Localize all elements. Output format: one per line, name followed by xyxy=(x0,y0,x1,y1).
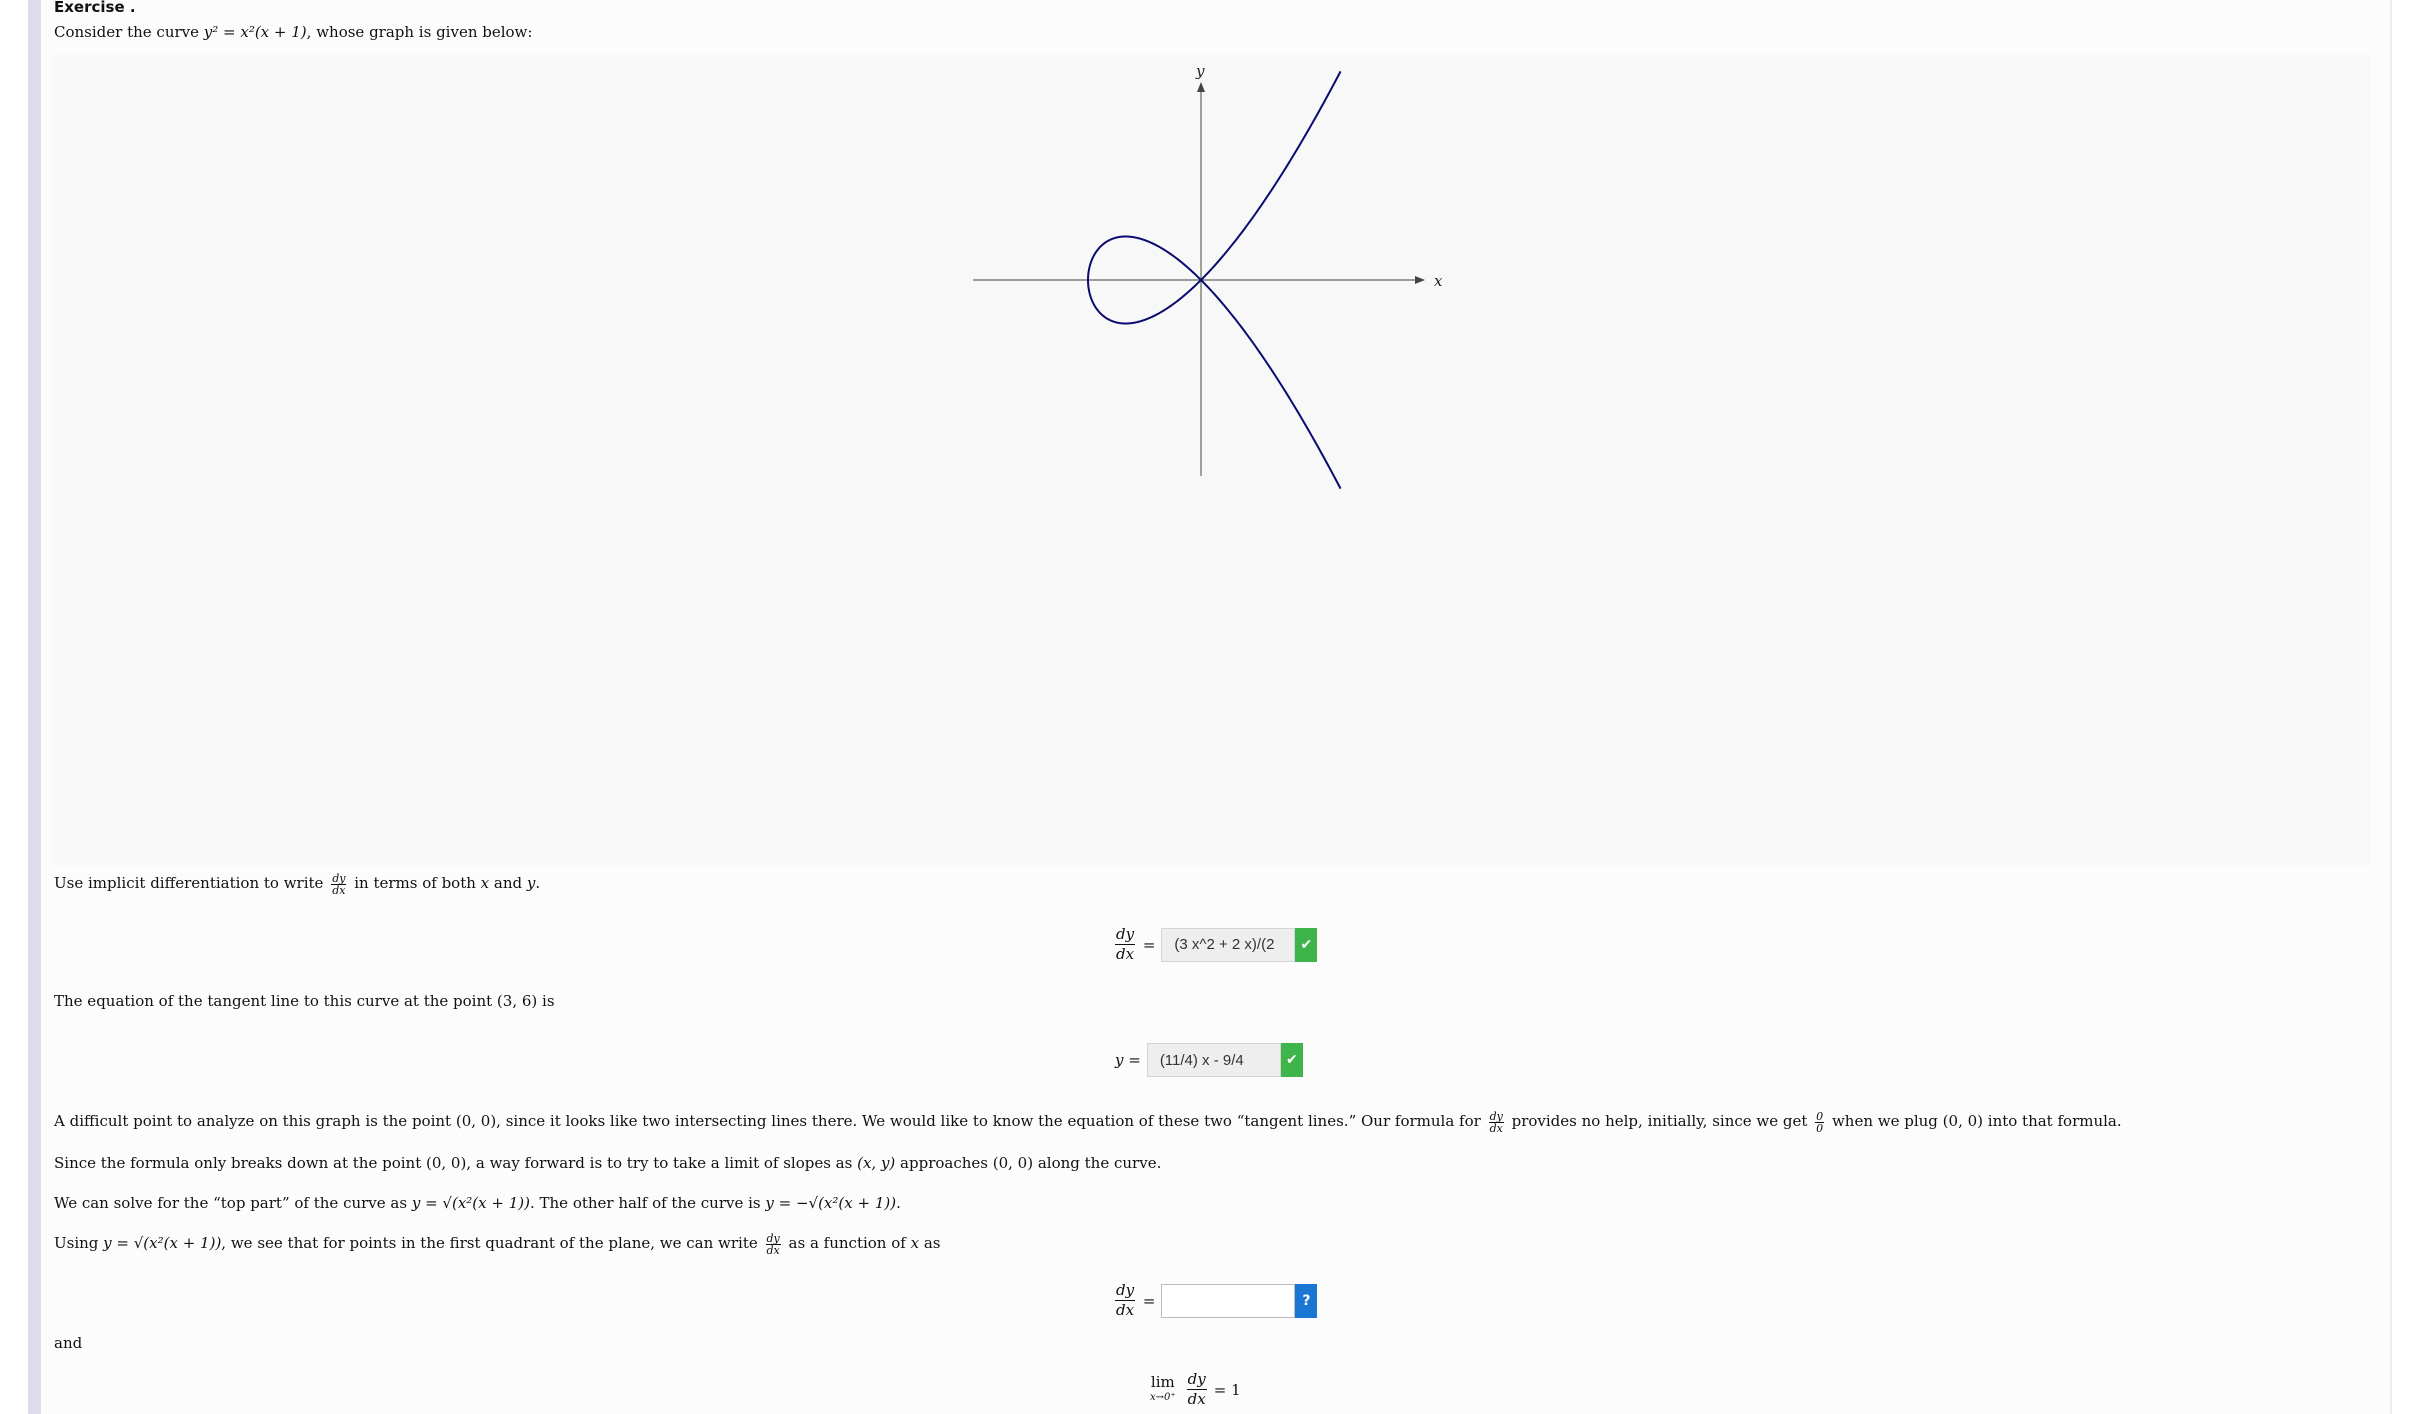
curve-equation: y² = x²(x + 1) xyxy=(203,23,307,41)
y-axis-arrow xyxy=(1197,82,1205,92)
q3-answer-input[interactable] xyxy=(1161,1284,1295,1318)
q1-prompt: Use implicit differentiation to write $\frac{dy}{dx}$ in terms of both x and y. xyxy=(54,871,541,897)
zero-over-zero: $\frac{0}{0}$ xyxy=(1816,1109,1824,1135)
y-axis-label: y xyxy=(1196,62,1205,80)
intro-text: Consider the curve y² = x²(x + 1), whose graph is given below: xyxy=(54,23,533,41)
exercise-title: Exercise . xyxy=(54,0,136,16)
q3-answer-row: $\frac{dy}{dx}$ = ? xyxy=(1112,1281,1317,1320)
check-icon: ✔ xyxy=(1295,928,1317,962)
and-text: and xyxy=(54,1334,83,1352)
check-icon: ✔ xyxy=(1281,1043,1303,1077)
dy-dx-fraction: $\frac{dy}{dx}$ xyxy=(332,871,346,897)
q1-answer-row: $\frac{dy}{dx}$ = (3 x^2 + 2 x)/(2 ✔ xyxy=(1112,925,1317,964)
q2-answer-row: y = (11/4) x - 9/4 ✔ xyxy=(1115,1043,1303,1077)
dy-dx-lhs: $\frac{dy}{dx}$ xyxy=(1116,925,1135,963)
paragraph-first-quadrant: Using y = √(x²(x + 1)), we see that for points in the first quadrant of the plane, we can write $\frac{dy}{dx}$ as a function of x as xyxy=(54,1231,941,1257)
question-icon[interactable]: ? xyxy=(1295,1284,1317,1318)
q2-prompt: The equation of the tangent line to this curve at the point (3, 6) is xyxy=(54,992,555,1010)
top-half-equation: y = √(x²(x + 1)) xyxy=(411,1194,530,1212)
x-axis-arrow xyxy=(1415,276,1425,284)
q2-answer-input[interactable]: (11/4) x - 9/4 xyxy=(1147,1043,1281,1077)
paragraph-limit-idea: Since the formula only breaks down at the point (0, 0), a way forward is to try to take a limit of slopes as (x, y) approaches (0, 0) along the curve. xyxy=(54,1154,1162,1172)
q1-answer-input[interactable]: (3 x^2 + 2 x)/(2 xyxy=(1161,928,1295,962)
bottom-half-equation: y = −√(x²(x + 1)) xyxy=(765,1194,897,1212)
x-axis-label: x xyxy=(1434,272,1443,290)
limit-expression: lim x→0⁺ $\frac{dy}{dx}$ = 1 xyxy=(1150,1370,1241,1408)
paragraph-top-part: We can solve for the “top part” of the curve as y = √(x²(x + 1)). The other half of the curve is y = −√(x²(x + 1)). xyxy=(54,1194,901,1212)
paragraph-difficult-point: A difficult point to analyze on this graph is the point (0, 0), since it looks like two intersecting lines there. We would like to know the equation of these two “tangent lines.” Our formula for $\frac{dy}{dx}$ provides no help, initially, since we get $\frac{0}{0}$ when we plug (0, 0) into that formula. xyxy=(54,1109,2122,1135)
